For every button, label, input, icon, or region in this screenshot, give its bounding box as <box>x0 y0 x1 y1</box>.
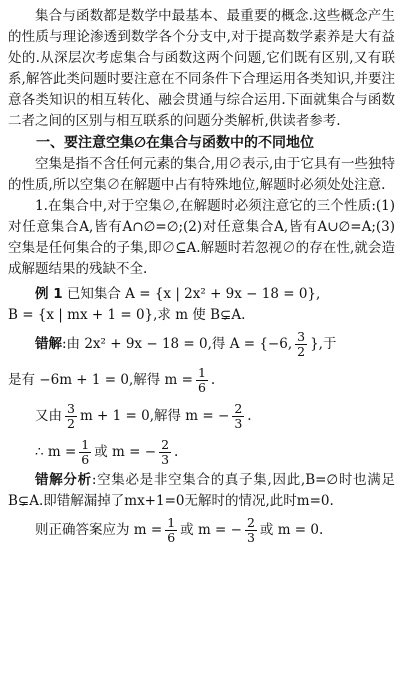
answer-fraction-two-thirds: $\frac{2}{3}$ <box>246 514 255 545</box>
wrong-solution-line-3 <box>8 398 395 434</box>
intro-paragraph: 集合与函数都是数学中最基本、最重要的概念.这些概念产生的性质与理论渗透到数学各个分支中,对于提高数学素养是大有益处的.从深层次考虑集合与函数这两个问题,它们既有区别,又有联系,解答此类问题时要注意在不同条件下合理运用各类知识,并要注意各类知识的相互转化、融会贯通与综合运用.下面就集合与函数二者之间的区别与相互联系的问题分类解析,供读者参考. <box>8 8 395 129</box>
properties-paragraph: 1.在集合中,对于空集∅,在解题时必须注意它的三个性质:(1)对任意集合A,皆有A∩∅=∅;(2)对任意集合A,皆有A∪∅=A;(3)空集是任何集合的子集,即∅⊆A.解题时若忽视∅的存在性,就会造成解题结果的残缺不全. <box>8 198 395 277</box>
fraction-three-halves: $\frac{3}{2}$ <box>297 328 306 359</box>
wrong-solution-text-9: 或 m = − <box>94 443 157 460</box>
section-heading: 一、要注意空集∅在集合与函数中的不同地位 <box>36 135 314 151</box>
example-line-2: B = {x | mx + 1 = 0},求 m 使 B⊊A. <box>8 307 246 323</box>
wrong-solution-text-1: :由 2x² + 9x − 18 = 0,得 A = {−6, <box>62 335 293 352</box>
wrong-solution-text-2: },于 <box>310 335 337 352</box>
fraction-three-halves-2: $\frac{3}{2}$ <box>67 400 75 431</box>
wrong-solution-text-8: ∴ m = <box>35 443 77 460</box>
error-analysis-label: 错解分析 <box>35 472 92 488</box>
answer-fraction-one-sixth: $\frac{1}{6}$ <box>167 514 176 545</box>
wrong-solution-label: 错解 <box>35 335 62 352</box>
wrong-solution-line-1 <box>8 326 395 362</box>
example-label: 例 1 <box>35 286 63 302</box>
wrong-solution-text-3: 是有 −6m + 1 = 0,解得 m = <box>8 371 193 388</box>
wrong-solution-text-10: . <box>174 443 179 460</box>
example-text-1: 已知集合 A = {x | 2x² + 9x − 18 = 0}, <box>66 286 321 302</box>
error-analysis-text: :空集必是非空集合的真子集,因此,B=∅时也满足B⊊A.即错解漏掉了mx+1=0无解时的情况,此时m=0. <box>8 472 395 509</box>
example-line-1 <box>8 284 395 305</box>
wrong-solution-text-4: . <box>210 371 216 388</box>
fraction-two-thirds-2: $\frac{2}{3}$ <box>161 436 170 467</box>
fraction-one-sixth-2: $\frac{1}{6}$ <box>81 436 90 467</box>
fraction-one-sixth: $\frac{1}{6}$ <box>197 364 206 395</box>
wrong-solution-text-6: m + 1 = 0,解得 m = − <box>79 407 230 424</box>
wrong-solution-text-5: 又由 <box>35 407 62 424</box>
correct-answer-line <box>8 512 395 548</box>
wrong-solution-text-7: . <box>247 407 252 424</box>
answer-text-1: 则正确答案应为 m = <box>35 521 163 538</box>
error-analysis-paragraph <box>8 470 395 512</box>
wrong-solution-line-2 <box>8 362 395 398</box>
answer-text-2: 或 m = − <box>180 521 242 538</box>
fraction-two-thirds: $\frac{2}{3}$ <box>234 400 243 431</box>
wrong-solution-line-4 <box>8 434 395 470</box>
answer-text-3: 或 m = 0. <box>259 521 324 538</box>
empty-set-paragraph: 空集是指不含任何元素的集合,用∅表示,由于它具有一些独特的性质,所以空集∅在解题中占有特殊地位,解题时必须处处注意. <box>8 156 395 193</box>
